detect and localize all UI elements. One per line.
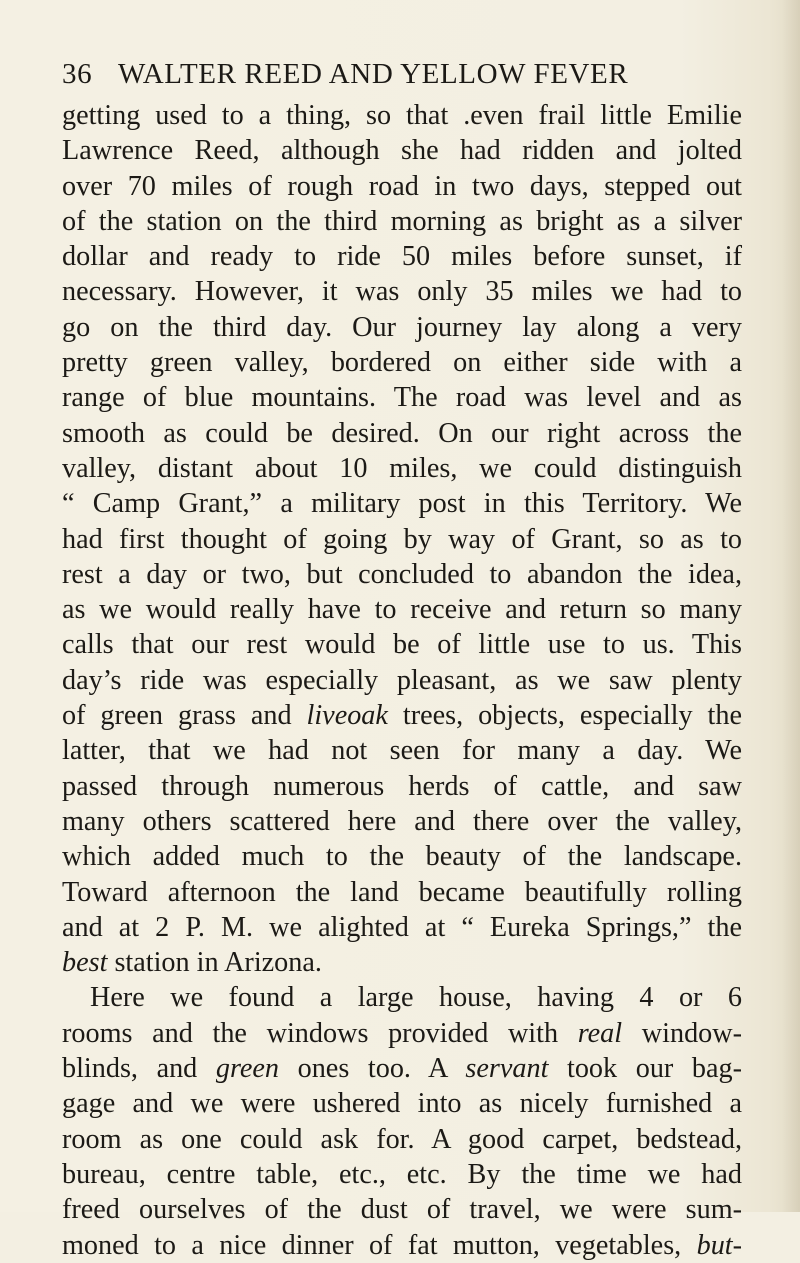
text-line: pretty green valley, bordered on either side with a bbox=[62, 347, 742, 379]
text-run: moned to a nice dinner of fat mutton, vegetables, bbox=[62, 1229, 697, 1261]
italic-run: real bbox=[577, 1017, 623, 1049]
text-line: of the station on the third morning as bright as a silver bbox=[62, 205, 742, 237]
text-line: gage and we were ushered into as nicely furnished a bbox=[62, 1088, 742, 1120]
page-number: 36 bbox=[62, 58, 93, 90]
running-title: WALTER REED AND YELLOW FEVER bbox=[118, 58, 629, 90]
italic-run: green bbox=[215, 1053, 280, 1085]
text-line: “ Camp Grant,” a military post in this Territory. We bbox=[62, 488, 742, 520]
text-line: as we would really have to receive and return so many bbox=[62, 594, 742, 626]
text-run: rooms and the windows provided with bbox=[62, 1017, 578, 1049]
text-line: calls that our rest would be of little use to us. This bbox=[62, 629, 742, 661]
text-run: station in Arizona. bbox=[107, 947, 322, 979]
text-line: had first thought of going by way of Grant, so as to bbox=[62, 523, 742, 555]
text-run: window- bbox=[622, 1017, 742, 1049]
text-line bbox=[62, 945, 742, 980]
text-line bbox=[62, 1016, 742, 1051]
text-line: valley, distant about 10 miles, we could distinguish bbox=[62, 452, 742, 484]
page-edge-shadow bbox=[782, 0, 800, 1212]
text-run: trees, objects, especially the bbox=[387, 700, 742, 732]
text-line bbox=[62, 1228, 742, 1263]
text-line: Lawrence Reed, although she had ridden and jolted bbox=[62, 135, 742, 167]
text-run: took our bag- bbox=[548, 1053, 742, 1085]
text-line bbox=[62, 1051, 742, 1086]
text-line: dollar and ready to ride 50 miles before sunset, if bbox=[62, 241, 742, 273]
body-text bbox=[62, 98, 742, 1263]
text-line: over 70 miles of rough road in two days, stepped out bbox=[62, 170, 742, 202]
text-line: Toward afternoon the land became beautifully rolling bbox=[62, 876, 742, 908]
italic-run: servant bbox=[465, 1053, 549, 1085]
text-line: rest a day or two, but concluded to abandon the idea, bbox=[62, 558, 742, 590]
text-run: ones too. A bbox=[279, 1053, 466, 1085]
text-line: which added much to the beauty of the landscape. bbox=[62, 841, 742, 873]
text-line: smooth as could be desired. On our right across the bbox=[62, 417, 742, 449]
text-line: day’s ride was especially pleasant, as we saw plenty bbox=[62, 664, 742, 696]
text-line: many others scattered here and there over the valley, bbox=[62, 805, 742, 837]
text-line: bureau, centre table, etc., etc. By the time we had bbox=[62, 1158, 742, 1190]
text-line: latter, that we had not seen for many a day. We bbox=[62, 735, 742, 767]
text-line: necessary. However, it was only 35 miles we had to bbox=[62, 276, 742, 308]
text-line: passed through numerous herds of cattle, and saw bbox=[62, 770, 742, 802]
text-line: getting used to a thing, so that .even frail little Emilie bbox=[62, 100, 742, 131]
text-line: freed ourselves of the dust of travel, we were sum- bbox=[62, 1194, 742, 1226]
text-line: range of blue mountains. The road was level and as bbox=[62, 382, 742, 414]
italic-run: but- bbox=[696, 1229, 742, 1261]
text-line bbox=[62, 698, 742, 733]
text-line: go on the third day. Our journey lay along a very bbox=[62, 311, 742, 343]
text-line: room as one could ask for. A good carpet, bedstead, bbox=[62, 1123, 742, 1155]
italic-run: liveoak bbox=[306, 700, 388, 732]
text-line: and at 2 P. M. we alighted at “ Eureka Springs,” the bbox=[62, 911, 742, 943]
paragraph-first-line: Here we found a large house, having 4 or 6 bbox=[90, 982, 742, 1014]
text-run: blinds, and bbox=[62, 1053, 216, 1085]
running-header bbox=[62, 56, 742, 92]
text-run: of green grass and bbox=[62, 700, 307, 732]
italic-run: best bbox=[62, 947, 108, 979]
